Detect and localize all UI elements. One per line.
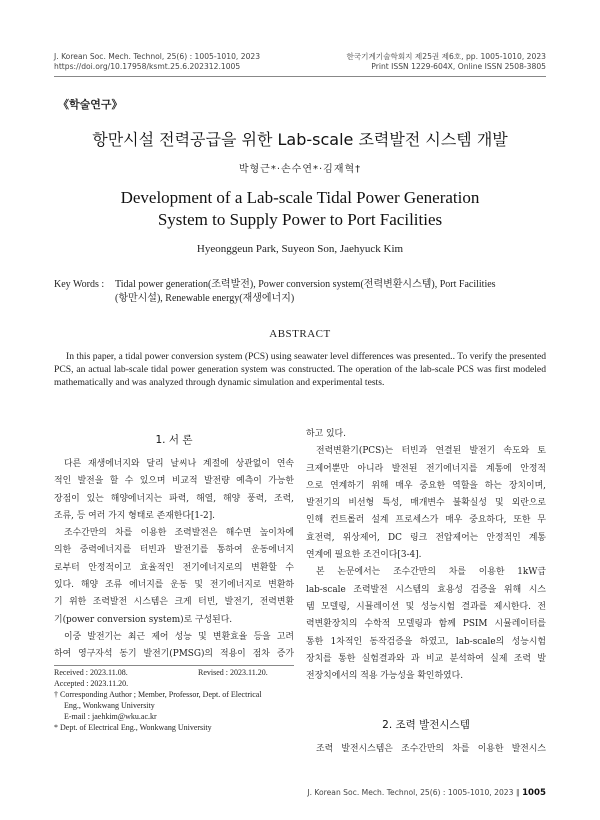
text-line: 통한 1차적인 동작검증을 하였고, lab-scale의 성능시험 — [306, 636, 546, 647]
accepted-date: Accepted : 2023.11.20. — [54, 679, 129, 688]
text-line: 의한 중력에너지를 터빈과 발전기를 통하여 운동에너지 — [54, 545, 294, 556]
authors-korean: 박형근*·손수연*·김재혁† — [238, 164, 362, 175]
text-line: 크제어뿐만 아니라 발전된 전기에너지를 계통에 안정적 — [306, 463, 546, 474]
corresponding-author: † Corresponding Author ; Member, Professor, Dept. of Electrical — [54, 690, 262, 699]
abstract-heading: ABSTRACT — [269, 328, 331, 340]
section-2-heading: 2. 조력 발전시스템 — [382, 719, 470, 731]
text-line: 기(power conversion system)로 구성된다. — [54, 614, 233, 625]
revised-date: Revised : 2023.11.20. — [198, 668, 268, 677]
corresponding-affiliation: Eng., Wonkwang University — [64, 701, 155, 710]
text-line: 있다. 해양 조류 에너지를 운동 및 전기에너지로 변환하 — [54, 580, 294, 591]
text-line: 로부터 안정적이고 효율적인 전기에너지로의 변환할 수 — [54, 562, 294, 573]
text-line: 장치를 통한 실험결과와 과 비교 분석하여 실제 조력 발 — [306, 653, 546, 664]
footnote-rule — [54, 665, 294, 666]
issn-info: Print ISSN 1229-604X, Online ISSN 2508-3805 — [371, 62, 546, 71]
text-line: 기 위한 조력발전 시스템은 크게 터빈, 발전기, 전력변환 — [54, 597, 294, 608]
text-line: 하여 영구자석 동기 발전기(PMSG)의 적용이 점차 증가 — [54, 649, 294, 660]
text-line: 조류, 등 여러 가지 형태로 존재한다[1-2]. — [54, 510, 215, 521]
left-column-text — [54, 456, 294, 664]
text-line: 템 모델링, 시뮬레이션 및 성능시험 결과를 제시한다. 전 — [306, 601, 546, 612]
keywords-label: Key Words : — [54, 279, 105, 290]
page-footer — [307, 788, 546, 798]
text-line: 하고 있다. — [306, 429, 346, 439]
text-line: lab-scale 조력발전 시스템의 효용성 검증을 위해 시스 — [306, 584, 546, 595]
text-line: 본 논문에서는 조수간만의 차를 이용한 1kW급 — [316, 567, 546, 578]
page-number: 1005 — [522, 788, 546, 798]
text-line: 전력변환기(PCS)는 터빈과 연결된 발전기 속도와 토 — [316, 446, 546, 457]
journal-citation-ko: 한국기계기술학회지 제25권 제6호, pp. 1005-1010, 2023 — [346, 52, 546, 61]
abstract-text: In this paper, a tidal power conversion system (PCS) using seawater level differences was presented.. To verify the presented PCS, an actual lab-scale tidal power generation system was constructed. The operation of the lab-scale PCS was first modeled mathematically and was analyzed through dynamic simulation and experimental tests. — [54, 351, 546, 389]
text-line: 장점이 있는 해양에너지는 파력, 해열, 해양 풍력, 조력, — [54, 493, 294, 504]
footer-citation: J. Korean Soc. Mech. Technol, 25(6) : 1005-1010, 2023 ∥ — [307, 788, 520, 797]
section-2-text — [306, 741, 546, 758]
title-english-line2: System to Supply Power to Port Facilities — [157, 210, 443, 229]
text-line: 력변환장치의 수학적 모델링과 함께 PSIM 시뮬레이터를 — [306, 619, 546, 630]
text-line: 발전기의 비선형 특성, 매개변수 불확실성 및 외란으로 — [306, 498, 546, 509]
right-column-text — [306, 426, 546, 685]
keywords-line2: (항만시설), Renewable energy(재생에너지) — [115, 293, 295, 304]
coauthor-affiliation: * Dept. of Electrical Eng., Wonkwang University — [54, 723, 212, 732]
text-line: 적인 발전을 할 수 있으며 비교적 발전량 예측이 가능한 — [54, 476, 294, 487]
doi-link[interactable]: https://doi.org/10.17958/ksmt.25.6.202312.1005 — [54, 62, 241, 71]
text-line: 으로 연계하기 위해 매우 중요한 역할을 하는 장치이며, — [306, 480, 546, 491]
received-date: Received : 2023.11.08. — [54, 668, 128, 677]
title-korean: 항만시설 전력공급을 위한 Lab-scale 조력발전 시스템 개발 — [92, 130, 508, 149]
journal-citation: J. Korean Soc. Mech. Technol, 25(6) : 1005-1010, 2023 — [54, 52, 261, 61]
text-line: 이중 발전기는 최근 제어 성능 및 변환효율 등을 고려 — [64, 631, 294, 642]
header-rule — [54, 76, 546, 77]
text-line: 조수간만의 차를 이용한 조력발전은 해수면 높이차에 — [64, 528, 294, 539]
title-english-line1: Development of a Lab-scale Tidal Power Generation — [120, 188, 480, 207]
text-line: 전장치에서의 적용 가능성을 확인하였다. — [306, 671, 464, 682]
text-line: 다른 재생에너지와 달리 날씨나 계절에 상관없이 연속 — [64, 459, 294, 469]
section-1-heading: 1. 서 론 — [155, 434, 193, 446]
authors-english: Hyeonggeun Park, Suyeon Son, Jaehyuck Kim — [196, 243, 404, 255]
text-line: 효전력, 위상제어, DC 링크 전압제어는 안정적인 계통 — [306, 532, 546, 543]
article-category: 《학술연구》 — [58, 98, 123, 111]
text-line: 인해 컨트롤러 설계 프로세스가 매우 중요하다, 또한 무 — [306, 515, 546, 526]
text-line: 조력 발전시스템은 조수간만의 차를 이용한 발전시스 — [316, 744, 546, 754]
keywords-line1: Tidal power generation(조력발전), Power conversion system(전력변환시스템), Port Facilities — [115, 279, 496, 290]
text-line: 연계에 필요한 조건이다[3-4]. — [306, 550, 422, 561]
author-email[interactable]: E-mail : jaehkim@wku.ac.kr — [64, 712, 157, 721]
